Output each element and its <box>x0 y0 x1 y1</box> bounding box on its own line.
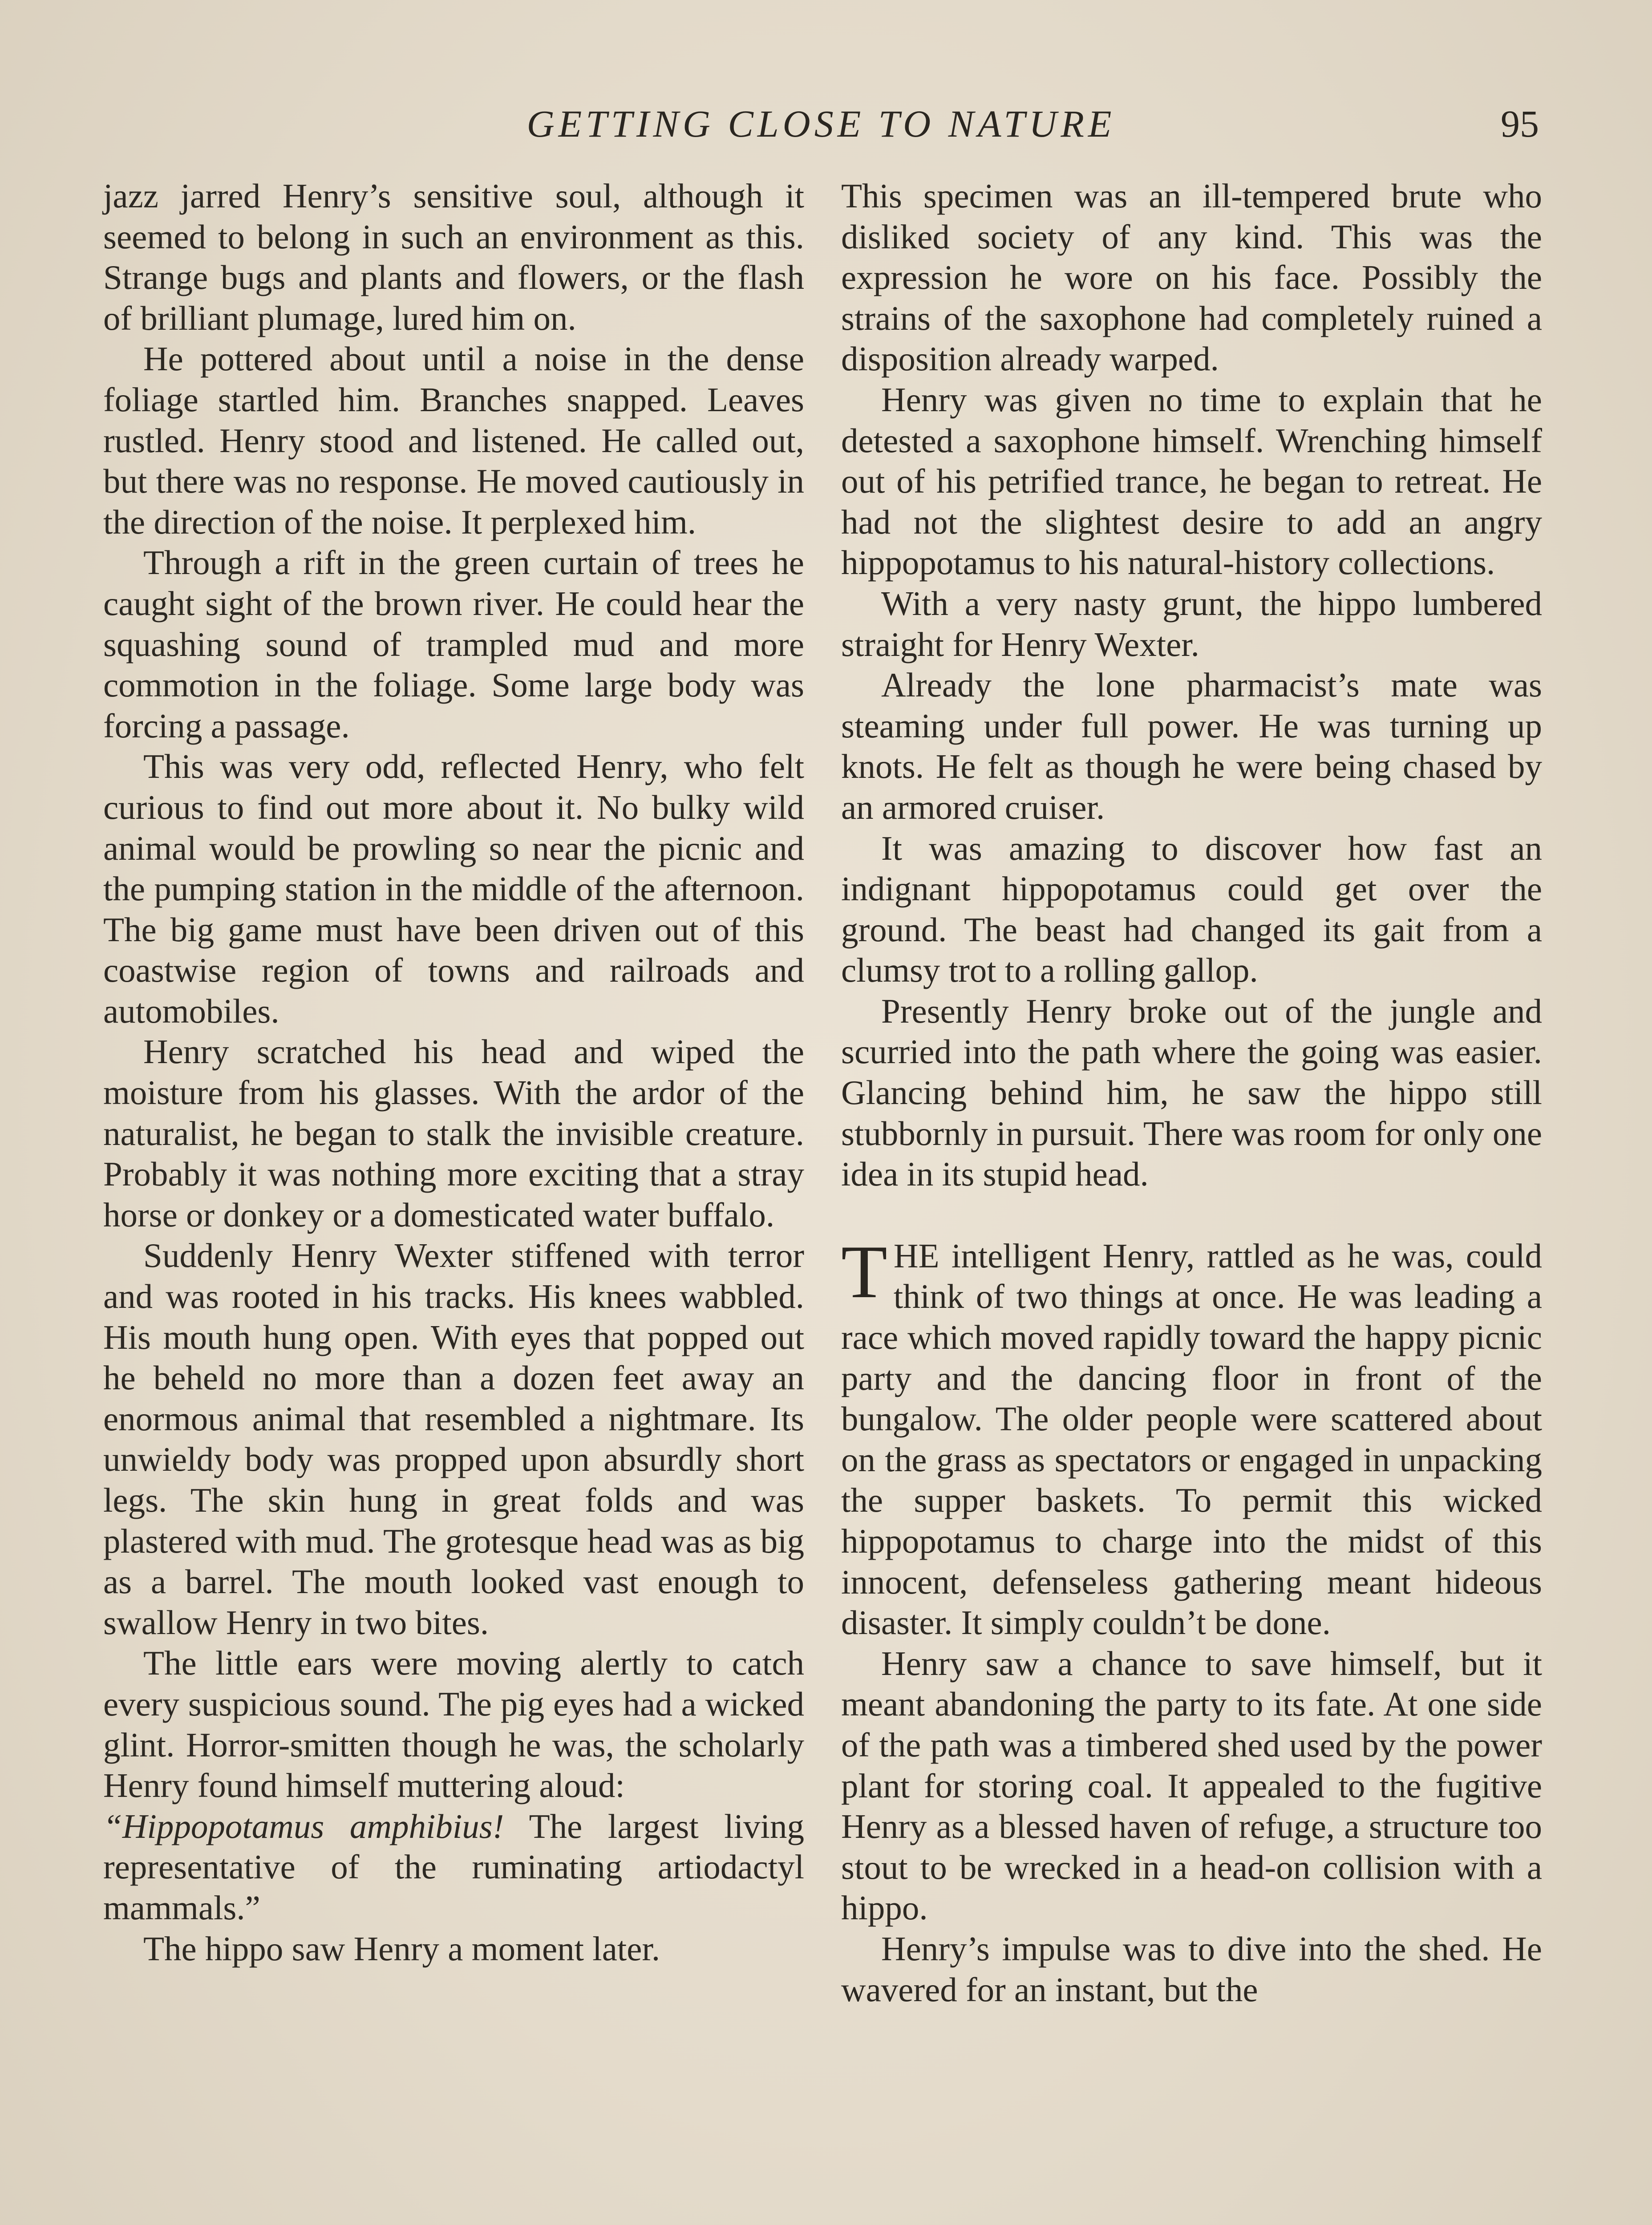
paragraph: Henry saw a chance to save himself, but it meant abandoning the party to its fate. At one side of the path was a timbered shed used by the power plant for storing coal. It appealed to the fugitive Henry as a blessed haven of refuge, a structure too stout to be wrecked in a head-on collision with a hippo. <box>841 1644 1542 1927</box>
paragraph: Through a rift in the green curtain of trees he caught sight of the brown river. He could hear the squashing sound of trampled mud and more commotion in the foliage. Some large body was forcing a passage. <box>103 543 804 745</box>
paragraph: Already the lone pharmacist’s mate was steaming under full power. He was turning up knots. He felt as though he were being chased by an armored cruiser. <box>841 666 1542 826</box>
quote-rest: The largest living representative of the ruminating artiodactyl mammals.” <box>103 1807 804 1927</box>
paragraph: He pottered about until a noise in the dense foliage startled him. Branches snapped. Leaves rustled. Henry stood and listened. He called out, but there was no response. He moved cautiously in the direction of the noise. It perplexed him. <box>103 340 804 541</box>
paragraph: Henry was given no time to explain that he detested a saxophone himself. Wrenching himself out of his petrified trance, he began to retreat. He had not the slightest desire to add an angry hippopotamus to his natural-history collections. <box>841 380 1542 582</box>
drop-cap: T <box>841 1230 887 1314</box>
paragraph: This was very odd, reflected Henry, who felt curious to find out more about it. No bulky wild animal would be prowling so near the picnic and the pumping station in the middle of the afternoon. The big game must have been driven out of this coastwise region of towns and railroads and automobiles. <box>103 747 804 1030</box>
section-opening-paragraph <box>841 1230 1542 1643</box>
paragraph: Henry scratched his head and wiped the moisture from his glasses. With the ardor of the naturalist, he began to stalk the invisible creature. Probably it was nothing more exciting that a stray horse or donkey or a domesticated water buffalo. <box>103 1032 804 1234</box>
paragraph: The little ears were moving alertly to catch every suspicious sound. The pig eyes had a wicked glint. Horror-smitten though he was, the scholarly Henry found himself muttering aloud: <box>103 1644 804 1805</box>
paragraph: Presently Henry broke out of the jungle and scurried into the path where the going was easier. Glancing behind him, he saw the hippo still stubbornly in pursuit. There was room for only one idea in its stupid head. <box>841 991 1542 1193</box>
paragraph: jazz jarred Henry’s sensitive soul, although it seemed to belong in such an environment as this. Strange bugs and plants and flowers, or the flash of brilliant plumage, lured him on. <box>103 177 804 337</box>
species-name: “Hippopotamus amphibius! <box>103 1807 504 1845</box>
paragraph: With a very nasty grunt, the hippo lumbered straight for Henry Wexter. <box>841 584 1542 663</box>
paragraph: The hippo saw Henry a moment later. <box>143 1929 660 1968</box>
section-opening-text: HE intelligent Henry, rattled as he was, could think of two things at once. He was leading a race which moved rapidly toward the happy picnic party and the dancing floor in front of the bungalow. The older people were scattered about on the grass as spectators or engaged in unpacking the supper baskets. To permit this wicked hippopotamus to charge into the midst of this innocent, defenseless gathering meant hideous disaster. It simply couldn’t be done. <box>841 1236 1542 1642</box>
running-title: GETTING CLOSE TO NATURE <box>526 102 1116 145</box>
paragraph: It was amazing to discover how fast an indignant hippopotamus could get over the ground. The beast had changed its gait from a clumsy trot to a rolling gallop. <box>841 829 1542 990</box>
page-number: 95 <box>1501 102 1539 145</box>
section-break <box>841 1195 1542 1236</box>
paragraph: Suddenly Henry Wexter stiffened with terror and was rooted in his tracks. His knees wabbled. His mouth hung open. With eyes that popped out he beheld no more than a dozen feet away an enormous animal that resembled a nightmare. Its unwieldy body was propped upon absurdly short legs. The skin hung in great folds and was plastered with mud. The grotesque head was as big as a barrel. The mouth looked vast enough to swallow Henry in two bites. <box>103 1236 804 1642</box>
paragraph: This specimen was an ill-tempered brute who disliked society of any kind. This was the expression he wore on his face. Possibly the strains of the saxophone had completely ruined a disposition already warped. <box>841 177 1542 378</box>
running-head <box>0 97 1652 150</box>
paragraph: Henry’s impulse was to dive into the shed. He wavered for an instant, but the <box>841 1929 1542 2009</box>
right-column <box>841 176 1542 2010</box>
left-column <box>103 176 804 1969</box>
quote-paragraph <box>103 1806 804 1929</box>
